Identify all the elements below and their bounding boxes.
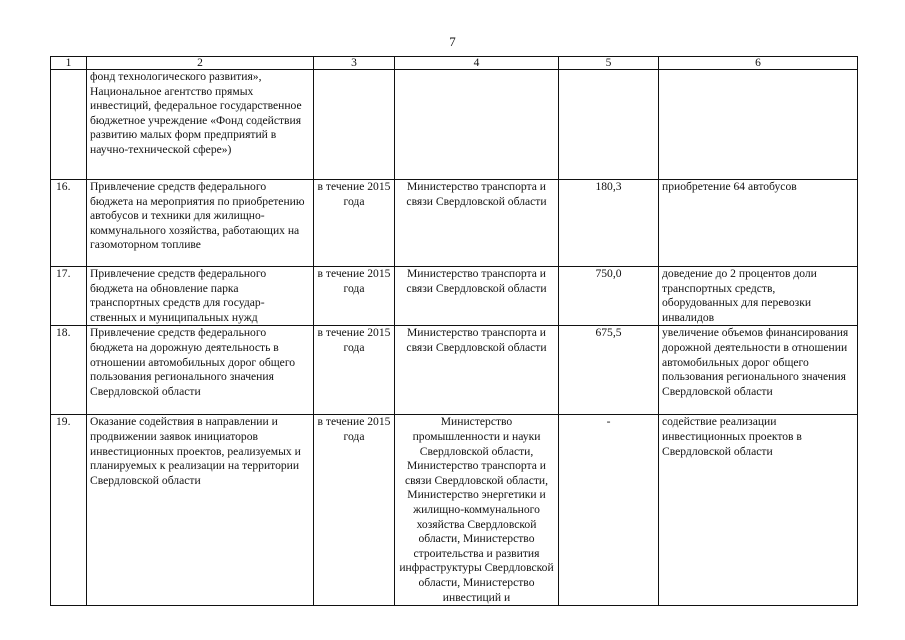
column-header: 6 [659, 57, 858, 70]
amount-cell: 750,0 [559, 267, 659, 326]
executor-cell: Министерство транспорта и связи Свердловской области [395, 326, 559, 415]
column-header: 1 [51, 57, 87, 70]
row-number: 16. [51, 180, 87, 267]
result-cell: содействие реализации инвестиционных проектов в Свердловской области [659, 415, 858, 606]
table-row [51, 180, 858, 267]
executor-cell: Министерство промышленности и науки Свердловской области, Министерство транспорта и связи Свердловской области, Министерство энергетики и жилищно-коммунального хозяйства Свердловской области, Министерство строительства и развития инфраструктуры Свердловской области, Министерство инвестиций и [395, 415, 559, 606]
measures-table [50, 56, 858, 606]
table-row [51, 415, 858, 606]
row-number: 19. [51, 415, 87, 606]
row-number [51, 70, 87, 180]
measure-cell: фонд технологического развития», Национальное агентство прямых инвестиций, федеральное государственное бюджетное учреждение «Фонд содействия развитию малых форм предприятий в научно-технической сфере») [87, 70, 314, 180]
amount-cell: 675,5 [559, 326, 659, 415]
period-cell: в течение 2015 года [314, 180, 395, 267]
row-number: 17. [51, 267, 87, 326]
executor-cell [395, 70, 559, 180]
row-number: 18. [51, 326, 87, 415]
measure-cell: Оказание содействия в направлении и продвижении заявок инициаторов инвестиционных проектов, реализуемых и планируемых к реализации на территории Свердловской области [87, 415, 314, 606]
result-cell: доведение до 2 процентов доли транспортных средств, оборудованных для перевозки инвалидов [659, 267, 858, 326]
measure-cell: Привлечение средств федерального бюджета на дорожную деятельность в отношении автомобильных дорог общего пользования регионального значения Свердловской области [87, 326, 314, 415]
executor-cell: Министерство транспорта и связи Свердловской области [395, 267, 559, 326]
column-header: 5 [559, 57, 659, 70]
period-cell [314, 70, 395, 180]
amount-cell: 180,3 [559, 180, 659, 267]
executor-cell: Министерство транспорта и связи Свердловской области [395, 180, 559, 267]
column-header: 4 [395, 57, 559, 70]
period-cell: в течение 2015 года [314, 326, 395, 415]
result-cell: увеличение объемов финансирования дорожной деятельности в отношении автомобильных дорог общего пользования регионального значения Свердловской области [659, 326, 858, 415]
table-header-row [51, 57, 858, 70]
table-row [51, 70, 858, 180]
period-cell: в течение 2015 года [314, 415, 395, 606]
column-header: 2 [87, 57, 314, 70]
page-number: 7 [449, 34, 456, 49]
table-row [51, 326, 858, 415]
table-row [51, 267, 858, 326]
measure-cell: Привлечение средств федерального бюджета на обновление парка транспортных средств для государ-ственных и муниципальных нужд [87, 267, 314, 326]
measure-cell: Привлечение средств федерального бюджета на мероприятия по приобретению автобусов и техники для жилищно-коммунального хозяйства, работающих на газомоторном топливе [87, 180, 314, 267]
column-header: 3 [314, 57, 395, 70]
result-cell: приобретение 64 автобусов [659, 180, 858, 267]
amount-cell: - [559, 415, 659, 606]
result-cell [659, 70, 858, 180]
amount-cell [559, 70, 659, 180]
period-cell: в течение 2015 года [314, 267, 395, 326]
